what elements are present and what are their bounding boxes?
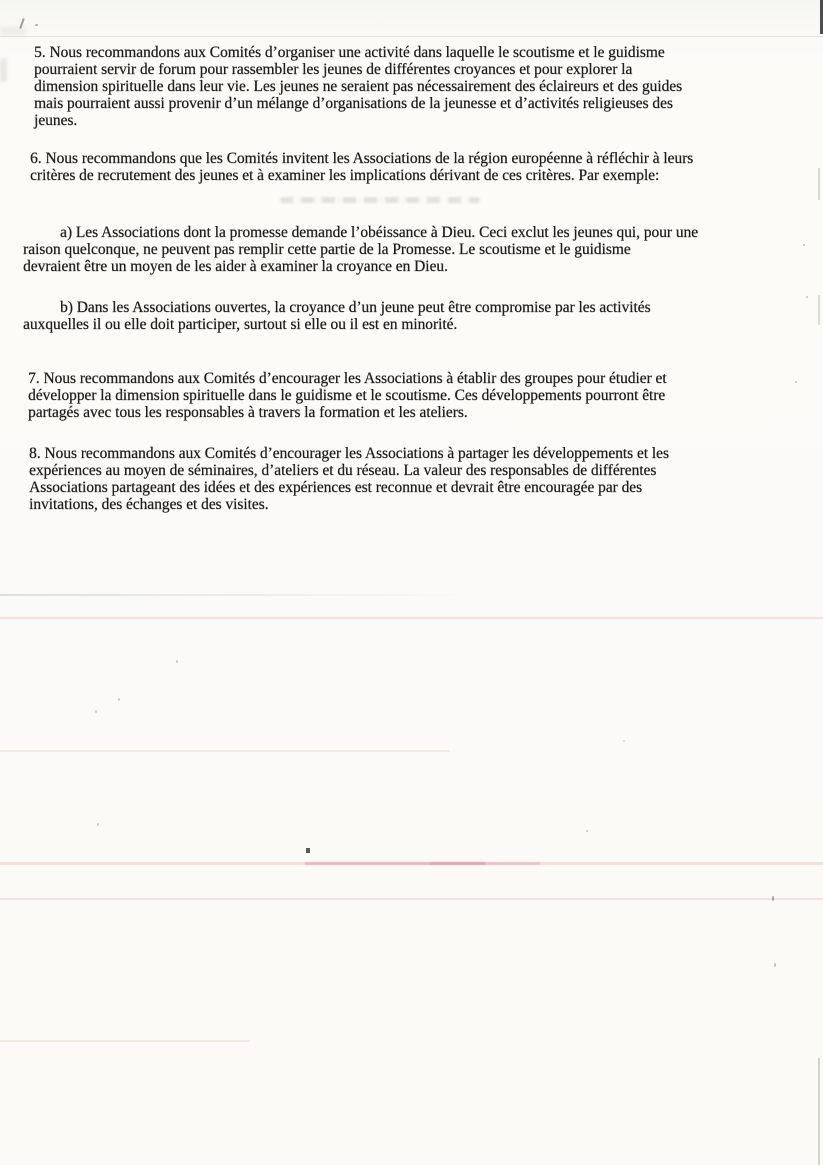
paragraph-5 (34, 44, 682, 129)
text-line: jeunes. (34, 112, 78, 129)
text-line: devraient être un moyen de les aider à examiner la croyance en Dieu. (23, 258, 448, 275)
paper-speck (95, 710, 97, 713)
text-line: Associations partageant des idées et des expériences est reconnue et devrait être encouragée par des (29, 479, 642, 496)
text-line: mais pourraient aussi provenir d’un mélange d’organisations de la jeunesse et d’activités religieuses des (34, 95, 673, 112)
scan-edge-vertical-line (818, 1058, 820, 1165)
text-line: b) Dans les Associations ouvertes, la croyance d’un jeune peut être compromise par les activités (60, 299, 651, 316)
text-line: 7. Nous recommandons aux Comités d’encourager les Associations à établir des groupes pour étudier et (28, 370, 667, 387)
paper-speck (803, 244, 805, 246)
scan-smudge (0, 27, 26, 35)
paragraph-8 (29, 445, 669, 513)
text-line: dimension spirituelle dans leur vie. Les jeunes ne seraient pas nécessairement des éclaireurs et des guides (34, 78, 683, 95)
text-line: 8. Nous recommandons aux Comités d’encourager les Associations à partager les développements et les (29, 445, 669, 462)
text-line: développer la dimension spirituelle dans le guidisme et le scoutisme. Ces développements pourront être (28, 387, 666, 404)
text-line: auxquelles il ou elle doit participer, surtout si elle ou il est en minorité. (23, 316, 458, 333)
pen-mark-slash (19, 18, 25, 29)
erased-text-smudge (280, 197, 480, 203)
scan-streak-pink (0, 862, 823, 865)
paragraph-7 (28, 370, 667, 421)
text-line: critères de recrutement des jeunes et à examiner les implications dérivant de ces critères. Par exemple: (30, 167, 660, 184)
scan-edge-vertical-line (818, 168, 820, 200)
scan-streak (0, 750, 450, 752)
pen-mark-dot (35, 24, 38, 26)
paper-speck (795, 381, 797, 383)
sub-paragraph-b (23, 299, 650, 333)
paper-speck (176, 660, 178, 663)
text-line: raison quelconque, ne peuvent pas remplir cette partie de la Promesse. Le scoutisme et le guidisme (23, 241, 631, 258)
paper-speck (806, 296, 808, 298)
scan-edge-vertical-line (818, 295, 820, 325)
paragraph-6 (30, 150, 693, 184)
text-line: 5. Nous recommandons aux Comités d’organiser une activité dans laquelle le scoutisme et le guidisme (34, 44, 665, 61)
paper-speck (772, 896, 774, 901)
paper-speck (118, 698, 120, 701)
scan-streak-pink (0, 617, 823, 619)
paper-speck (586, 830, 588, 832)
scan-streak (0, 594, 480, 596)
scan-streak-smudge (430, 862, 540, 865)
text-line: a) Les Associations dont la promesse demande l’obéissance à Dieu. Ceci exclut les jeunes qui, pour une (60, 224, 698, 241)
paper-speck (97, 823, 99, 826)
scan-smudge (0, 58, 7, 82)
sub-paragraph-a (23, 224, 698, 275)
text-line: invitations, des échanges et des visites. (29, 496, 269, 513)
text-line: pourraient servir de forum pour rassembler les jeunes de différentes croyances et pour explorer la (34, 61, 633, 78)
paper-speck (774, 963, 776, 967)
paper-speck (623, 740, 625, 742)
text-line: 6. Nous recommandons que les Comités invitent les Associations de la région européenne à réfléchir à leurs (30, 150, 694, 167)
scan-streak-pink (0, 898, 823, 900)
text-line: partagés avec tous les responsables à travers la formation et les ateliers. (28, 404, 468, 421)
scan-edge-line (0, 36, 823, 37)
ink-dot (306, 848, 310, 853)
text-line: expériences au moyen de séminaires, d’ateliers et du réseau. La valeur des responsables de différentes (29, 462, 657, 479)
scan-streak-smudge (305, 862, 485, 865)
scan-streak (0, 1040, 250, 1042)
